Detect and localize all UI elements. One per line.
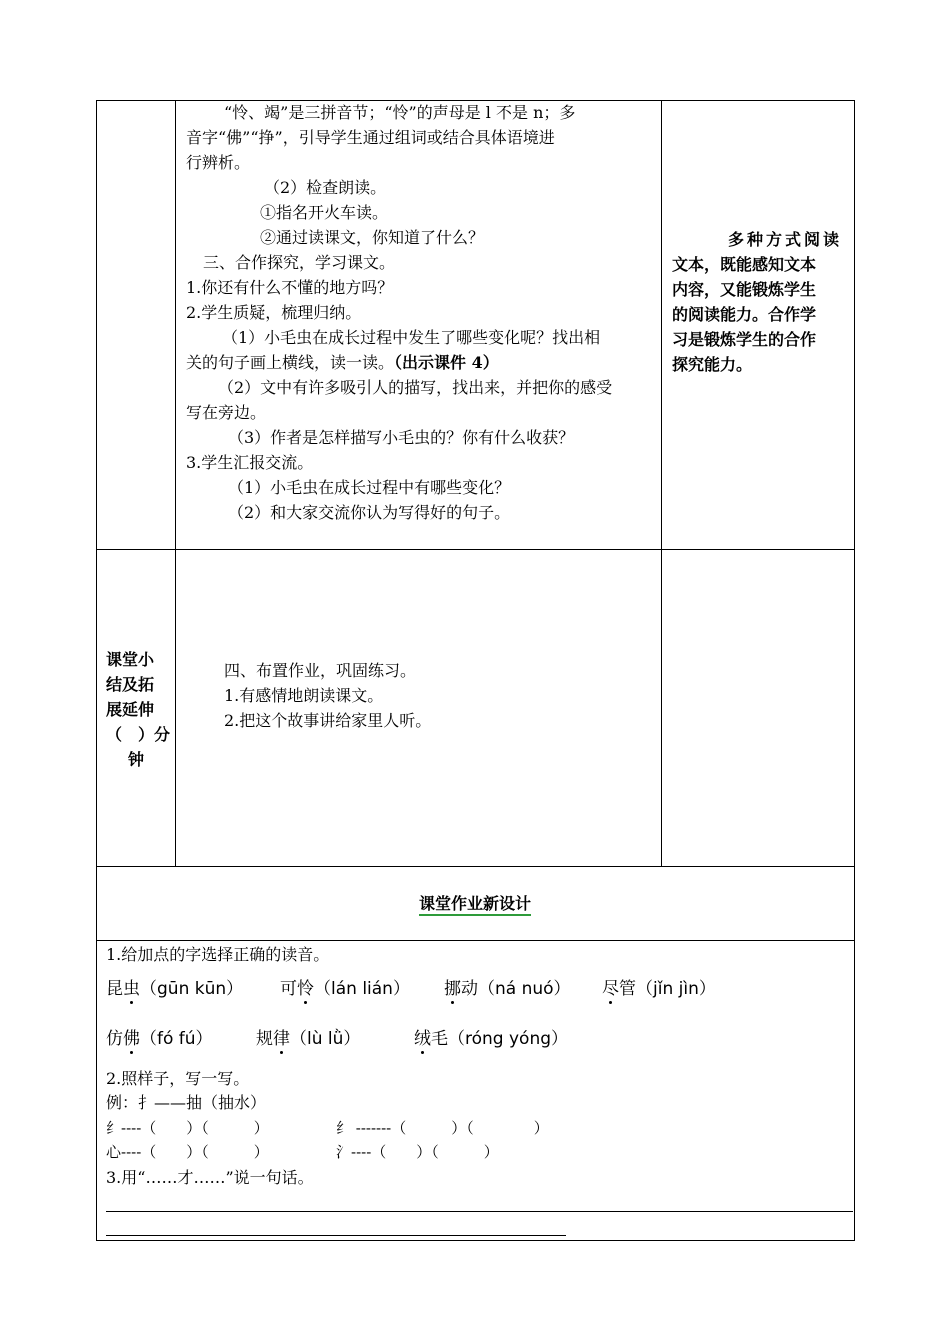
- col-divider-2: [661, 100, 662, 866]
- label-line: 钟: [128, 750, 145, 769]
- content-line: （2）文中有许多吸引人的描写，找出来，并把你的感受: [218, 378, 613, 397]
- courseware-note: （出示课件 4）: [394, 353, 499, 372]
- table-border-top: [96, 100, 855, 101]
- design-intent-line: 多种方式阅读: [728, 230, 843, 249]
- content-line: 2.学生质疑，梳理归纳。: [186, 303, 362, 322]
- table-border-right: [854, 100, 855, 1241]
- q1-item: 规律（lù lǜ）: [256, 1029, 361, 1049]
- design-intent-line: 内容，又能锻炼学生: [672, 280, 817, 299]
- row-divider-3: [96, 940, 855, 941]
- answer-line[interactable]: [106, 1235, 566, 1236]
- content-line: 音字“佛”“挣”，引导学生通过组词或结合具体语境进: [186, 128, 555, 147]
- content-line: 3.学生汇报交流。: [186, 453, 314, 472]
- q3-title: 3.用“……才……”说一句话。: [106, 1168, 314, 1187]
- q1-item: 尽管（jǐn jìn）: [602, 979, 716, 999]
- content-line: 1.你还有什么不懂的地方吗？: [186, 278, 394, 297]
- content-line: 三、合作探究，学习课文。: [203, 253, 396, 272]
- content-line: ②通过读课文，你知道了什么？: [260, 228, 485, 247]
- label-line: 展延伸: [106, 700, 155, 719]
- q1-item: 挪动（ná nuó）: [444, 979, 571, 999]
- answer-line[interactable]: [106, 1211, 853, 1212]
- q1-item: 仿佛（fó fú）: [106, 1029, 213, 1049]
- design-intent-line: 探究能力。: [672, 355, 753, 374]
- q2-example: 例：扌——抽（抽水）: [106, 1093, 267, 1112]
- content-line: （2）和大家交流你认为写得好的句子。: [228, 503, 511, 522]
- table-border-left: [96, 100, 97, 1241]
- content-line-text: 关的句子画上横线，读一读。: [186, 353, 395, 372]
- design-intent-line: 习是锻炼学生的合作: [672, 330, 817, 349]
- row-divider-2: [96, 866, 855, 867]
- row-divider-1: [96, 549, 855, 550]
- q2-blank-line: 氵----（ ）（ ）: [336, 1143, 499, 1161]
- content-line: （1）小毛虫在成长过程中有哪些变化？: [228, 478, 511, 497]
- col-divider-1: [175, 100, 176, 866]
- label-line: 课堂小: [106, 650, 155, 669]
- content-line: （2）检查朗读。: [264, 178, 387, 197]
- q1-item: 昆虫（gūn kūn）: [106, 979, 244, 999]
- content-line: 1.有感情地朗读课文。: [224, 686, 384, 705]
- q1-item: 可怜（lán lián）: [280, 979, 410, 999]
- q2-blank-line: 纟----（ ）（ ）: [106, 1119, 269, 1137]
- label-line: （ ）分: [106, 725, 171, 744]
- content-line: 四、布置作业，巩固练习。: [224, 661, 417, 680]
- content-line: （3）作者是怎样描写小毛虫的？你有什么收获？: [228, 428, 575, 447]
- q2-title: 2.照样子，写一写。: [106, 1069, 250, 1088]
- content-line: 写在旁边。: [186, 403, 267, 422]
- q2-blank-line: 纟 -------（ ）（ ）: [336, 1119, 549, 1137]
- content-line: （1）小毛虫在成长过程中发生了哪些变化呢？找出相: [222, 328, 601, 347]
- content-line: 2.把这个故事讲给家里人听。: [224, 711, 432, 730]
- label-line: 结及拓: [106, 675, 155, 694]
- content-line: 行辨析。: [186, 153, 251, 172]
- content-line: ①指名开火车读。: [260, 203, 389, 222]
- content-line: [186, 353, 499, 373]
- design-intent-line: 文本，既能感知文本: [672, 255, 817, 274]
- content-line: “怜、竭”是三拼音节；“怜”的声母是 l 不是 n；多: [224, 103, 576, 122]
- table-border-bottom: [96, 1240, 855, 1241]
- q1-title: 1.给加点的字选择正确的读音。: [106, 945, 330, 964]
- q1-item: 绒毛（róng yóng）: [414, 1029, 569, 1049]
- q2-blank-line: 心----（ ）（ ）: [106, 1143, 269, 1161]
- homework-title: 课堂作业新设计: [0, 894, 950, 914]
- design-intent-line: 的阅读能力。合作学: [672, 305, 817, 324]
